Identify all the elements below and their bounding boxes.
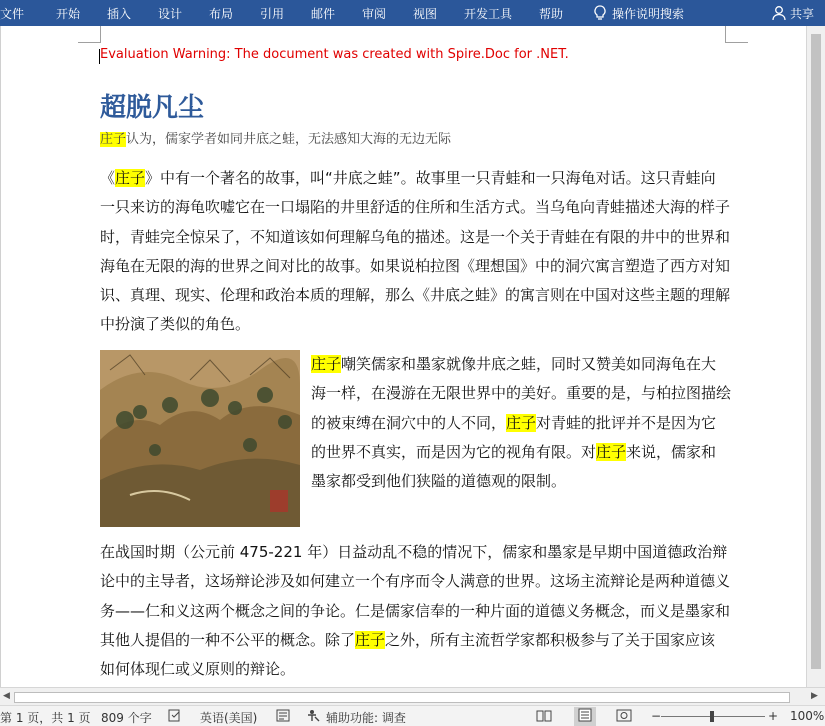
document-subtitle xyxy=(100,128,451,147)
highlighted-text: 庄子 xyxy=(115,169,146,187)
zoom-in-button[interactable]: + xyxy=(768,709,779,723)
highlighted-text: 庄子 xyxy=(100,132,127,147)
paragraph-text: 来说，儒家和墨家都受到他们狭隘的道德观的限制。 xyxy=(311,442,717,491)
web-layout-icon[interactable] xyxy=(616,709,632,725)
proofing-icon[interactable] xyxy=(168,709,182,725)
landscape-painting-image[interactable] xyxy=(100,350,300,527)
paragraph-text: 对青蛙的批评并不是因为它的世界不真实，而是因为它的视角有限。对 xyxy=(311,413,717,461)
tab-layout[interactable]: 布局 xyxy=(209,7,234,21)
document-title: 超脱凡尘 xyxy=(100,93,205,123)
scroll-right-arrow-icon[interactable]: ▶ xyxy=(811,691,818,701)
paragraph-text: 在战国时期（公元前 475-221 年）日益动乱不稳的情况下，儒家和墨家是早期中国道德政治辩论中的主导者，这场辩论涉及如何建立一个有序而令人满意的世界。这场主流辩论是两种道德义务——仁和义这两个概念之间的争论。仁是儒家信奉的一种片面的道德义务概念，而义是墨家和其他人提倡的一种不公平的概念。除了 xyxy=(100,543,731,649)
tab-view[interactable]: 视图 xyxy=(413,7,438,21)
paragraph-text: 》中有一个著名的故事，叫“井底之蛙”。故事里一只青蛙和一只海龟对话。这只青蛙向一只来访的海龟吹嘘它在一口塌陷的井里舒适的住所和生活方式。当乌龟向青蛙描述大海的样子时，青蛙完全惊呆了，不知道该如何理解乌龟的描述。这是一个关于青蛙在有限的井中的世界和海龟在无限的海的世界之间对比的故事。如果说柏拉图《理想国》中的洞穴寓言塑造了西方对知识、真理、现实、伦理和政治本质的理解，那么《井底之蛙》的寓言则在中国对这些主题的理解中扮演了类似的角色。 xyxy=(100,169,731,334)
paragraph-1[interactable] xyxy=(100,164,730,340)
accessibility-status[interactable]: 辅助功能: 调查 xyxy=(326,711,406,725)
highlighted-text: 庄子 xyxy=(596,442,627,461)
accessibility-icon[interactable] xyxy=(306,709,322,725)
horizontal-scrollbar[interactable] xyxy=(0,687,825,706)
tab-developer[interactable]: 开发工具 xyxy=(464,7,513,21)
status-bar xyxy=(0,705,825,726)
zoom-level[interactable]: 100% xyxy=(790,709,825,723)
word-count[interactable]: 809 个字 xyxy=(101,711,152,725)
tab-help[interactable]: 帮助 xyxy=(539,7,564,21)
tab-mailings[interactable]: 邮件 xyxy=(311,7,336,21)
vertical-scroll-thumb[interactable] xyxy=(811,34,821,669)
share-button[interactable] xyxy=(772,3,814,22)
lightbulb-icon xyxy=(594,5,606,21)
tab-home[interactable]: 开始 xyxy=(56,7,81,21)
print-layout-icon[interactable] xyxy=(574,707,596,726)
macro-icon[interactable] xyxy=(276,709,290,725)
tab-design[interactable]: 设计 xyxy=(158,7,183,21)
paragraph-text: 嘲笑儒家和墨家就像井底之蛙，同时又赞美如同海龟在大海一样，在漫游在无限世界中的美好。重要的是，与柏拉图描绘的被束缚在洞穴中的人不同， xyxy=(311,355,732,432)
vertical-scrollbar[interactable] xyxy=(806,26,825,687)
highlighted-text: 庄子 xyxy=(506,413,537,432)
zoom-slider-handle[interactable] xyxy=(710,711,714,722)
page-count[interactable]: 第 1 页，共 1 页 xyxy=(0,711,91,725)
highlighted-text: 庄子 xyxy=(355,630,386,649)
read-mode-icon[interactable] xyxy=(536,709,552,725)
crop-mark-top-right xyxy=(725,26,748,43)
share-label: 共享 xyxy=(790,7,815,21)
scroll-left-arrow-icon[interactable]: ◀ xyxy=(3,691,10,701)
tab-file[interactable]: 文件 xyxy=(0,7,25,21)
tab-references[interactable]: 引用 xyxy=(260,7,285,21)
paragraph-text: 之外，所有主流哲学家都积极参与了关于国家应该如何体现仁或义原则的辩论。 xyxy=(100,630,716,679)
horizontal-scroll-thumb[interactable] xyxy=(14,692,790,703)
tab-insert[interactable]: 插入 xyxy=(107,7,132,21)
tell-me-search[interactable] xyxy=(594,3,684,22)
language-indicator[interactable]: 英语(美国) xyxy=(200,711,258,725)
crop-mark-top-left xyxy=(78,26,101,43)
subtitle-text: 认为，儒家学者如同井底之蛙，无法感知大海的无边无际 xyxy=(126,132,452,147)
tab-review[interactable]: 审阅 xyxy=(362,7,387,21)
evaluation-warning: Evaluation Warning: The document was created with Spire.Doc for .NET. xyxy=(100,47,569,62)
paragraph-3[interactable] xyxy=(100,538,730,684)
paragraph-2[interactable] xyxy=(311,350,731,496)
paragraph-text: 《 xyxy=(100,169,116,187)
zoom-out-button[interactable]: − xyxy=(651,709,662,723)
person-icon xyxy=(772,5,786,21)
tell-me-label: 操作说明搜索 xyxy=(612,7,685,21)
highlighted-text: 庄子 xyxy=(311,355,342,373)
ribbon-tab-bar xyxy=(0,0,825,26)
